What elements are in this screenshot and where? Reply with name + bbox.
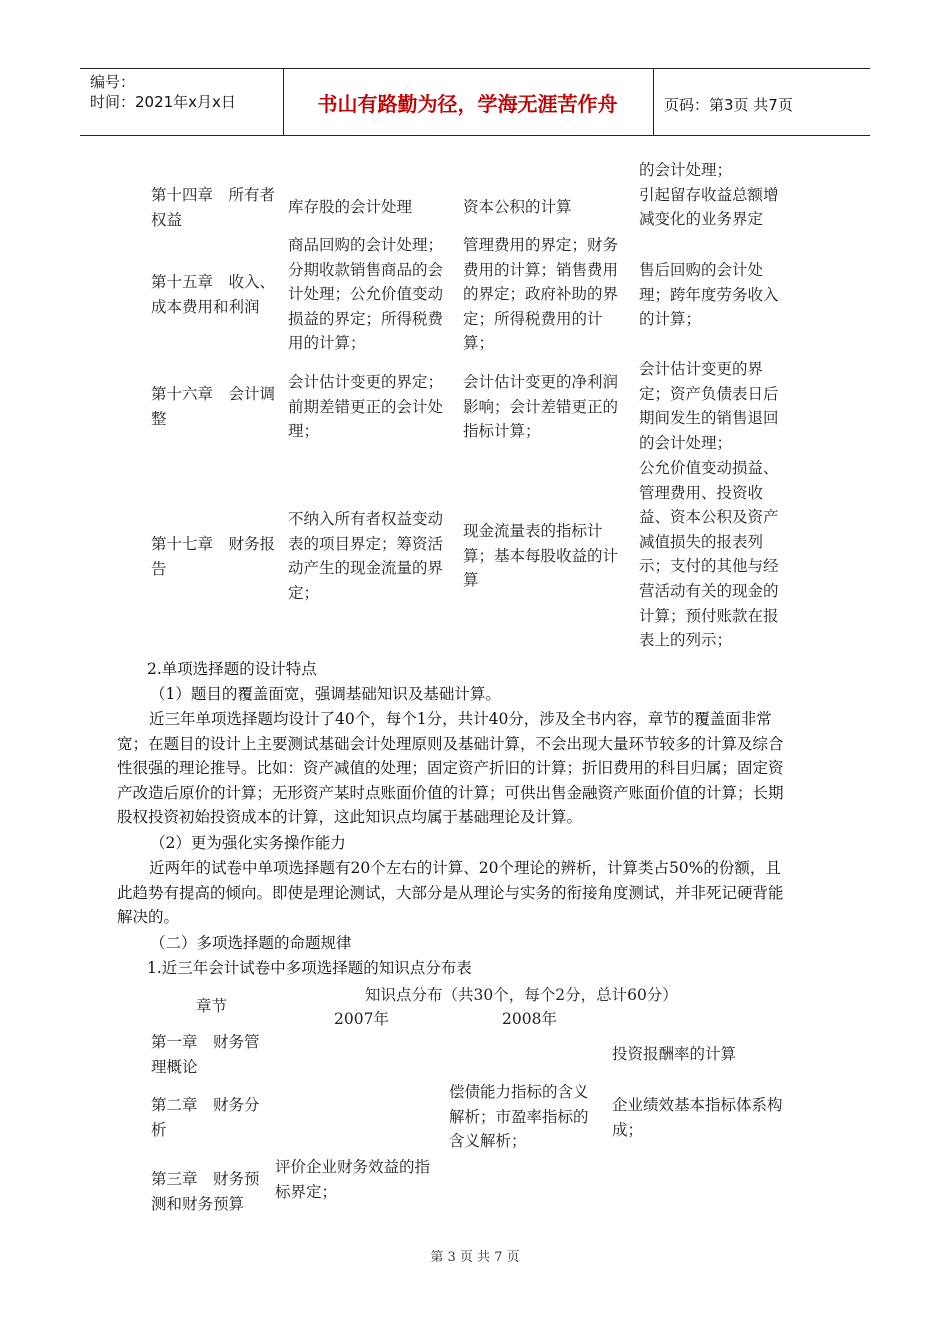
- item-practice-title: （2）更为强化实务操作能力: [150, 834, 346, 852]
- header-number-label: 编号：: [90, 73, 136, 91]
- cell-line: 第十四章 所有者: [151, 186, 276, 204]
- paragraph-line: 性很强的理论推导。比如：资产减值的处理；固定资产折旧的计算；折旧费用的科目归属；固定资: [117, 759, 784, 778]
- cell-line: 第二章 财务分: [151, 1096, 260, 1114]
- cell-line: 第一章 财务管: [151, 1033, 260, 1051]
- table-cell-16-2007: [288, 370, 443, 444]
- cell-line: 表上的列示；: [639, 631, 733, 650]
- table-row-chapter-16: [151, 382, 275, 431]
- cell-line: 的界定；政府补助的界: [463, 285, 619, 304]
- cell-line: 成本费用和利润: [151, 297, 260, 316]
- table-header-2008: 2008年: [502, 1010, 557, 1028]
- cell-line: 用的计算；: [288, 334, 366, 353]
- cell-line: 售后回购的会计处: [639, 261, 764, 279]
- table-header-2007: 2007年: [334, 1010, 389, 1028]
- cell-line: 第三章 财务预: [151, 1170, 260, 1188]
- cell-line: 营活动有关的现金的: [639, 581, 779, 600]
- cell-line: 定；: [288, 583, 320, 602]
- cell-line: 分期收款销售商品的会: [288, 260, 444, 279]
- cell-line: 的会计处理；: [639, 433, 733, 452]
- item-coverage-title: （1）题目的覆盖面宽，强调基础知识及基础计算。: [150, 685, 501, 703]
- cell-line: 不纳入所有者权益变动: [288, 510, 444, 528]
- table-row-chapter-14: [151, 183, 275, 232]
- cell-line: 费用的计算；销售费用: [463, 260, 619, 279]
- cell-line: 测和财务预算: [151, 1194, 245, 1213]
- header-top-rule: [80, 68, 870, 69]
- cell-line: 期间发生的销售退回: [639, 409, 779, 428]
- table-row-chapter-1: [151, 1030, 260, 1079]
- section-heading-multiple-choice: （二）多项选择题的命题规律: [150, 934, 352, 952]
- cell-line: 指标计算；: [463, 422, 541, 441]
- table-row-chapter-17: [151, 532, 275, 581]
- cell-line: 含义解析；: [449, 1132, 527, 1151]
- cell-line: 第十六章 会计调: [151, 385, 276, 403]
- table-header-distribution: 知识点分布（共30个，每个2分，总计60分）: [365, 986, 678, 1004]
- table-cell-14-2008: [463, 195, 572, 220]
- cell-line: 会计估计变更的净利润: [463, 373, 619, 391]
- table-header-chapter: 章节: [196, 997, 228, 1015]
- paragraph-line: 产改造后原价的计算；无形资产某时点账面价值的计算；可供出售金融资产账面价值的计算；长期: [117, 783, 784, 802]
- cell-line: 企业绩效基本指标体系构: [612, 1096, 783, 1114]
- cell-line: 权益: [151, 210, 183, 229]
- cell-line: 算: [463, 571, 479, 590]
- paragraph-line: 近两年的试卷中单项选择题有20个左右的计算、20个理论的辨析，计算类占50%的份额，且: [149, 859, 781, 877]
- cell-line: 资本公积的计算: [463, 198, 572, 216]
- paragraph-line: 宽；在题目的设计上主要测试基础会计处理原则及基础计算，不会出现大量环节较多的计算及综合: [117, 734, 784, 753]
- cell-line: 减变化的业务界定: [639, 210, 764, 229]
- cell-line: 算；: [463, 334, 495, 353]
- paragraph-practice: [117, 856, 784, 930]
- header-divider-right: [653, 68, 654, 135]
- cell-line: 理；: [288, 422, 320, 441]
- subheading-distribution-table: 1.近三年会计试卷中多项选择题的知识点分布表: [147, 959, 472, 977]
- table-cell-14-2007: [288, 195, 412, 220]
- cell-line: 定；资产负债表日后: [639, 384, 779, 403]
- paragraph-line: 近三年单项选择题均设计了40个，每个1分，共计40分，涉及全书内容，章节的覆盖面非常: [149, 710, 772, 728]
- cell-line: 析: [151, 1120, 167, 1139]
- cell-line: 理概论: [151, 1057, 198, 1076]
- cell-line: 第十七章 财务报: [151, 535, 276, 553]
- cell-line: 管理费用、投资收: [639, 483, 764, 502]
- cell-line: 第十五章 收入、: [151, 273, 276, 291]
- table-cell-15-2007: [288, 233, 443, 356]
- cell-line: 商品回购的会计处理；: [288, 236, 444, 254]
- paragraph-coverage: [117, 707, 784, 830]
- cell-line: 表的项目界定；筹资活: [288, 534, 444, 553]
- cell-line: 会计估计变更的界定；: [288, 373, 444, 391]
- header-motto: 书山有路勤为径，学海无涯苦作舟: [317, 92, 618, 116]
- header-divider-left: [283, 68, 284, 135]
- cell-line: 损益的界定；所得税费: [288, 309, 444, 328]
- cell-line: 动产生的现金流量的界: [288, 559, 444, 578]
- table-cell-17-2007: [288, 507, 443, 605]
- cell-line: 定；所得税费用的计: [463, 309, 603, 328]
- cell-line: 现金流量表的指标计: [463, 522, 603, 540]
- table-cell-2-2008: [449, 1080, 589, 1154]
- cell-line: 公允价值变动损益、: [639, 459, 779, 477]
- cell-line: 的会计处理；: [639, 161, 733, 179]
- cell-line: 引起留存收益总额增: [639, 185, 779, 204]
- cell-line: 影响；会计差错更正的: [463, 397, 619, 416]
- table-cell-15-2008: [463, 233, 618, 356]
- cell-line: 计处理；公允价值变动: [288, 285, 444, 304]
- table-cell-17-2009: [639, 456, 779, 653]
- table-cell-15-2009: [639, 258, 779, 332]
- table-cell-2-2009: [612, 1093, 783, 1142]
- paragraph-line: 股权投资初始投资成本的计算，这此知识点均属于基础理论及计算。: [117, 808, 583, 827]
- cell-line: 告: [151, 559, 167, 578]
- table-row-chapter-15: [151, 270, 275, 319]
- cell-line: 示；支付的其他与经: [639, 557, 779, 576]
- table-cell-16-2008: [463, 370, 618, 444]
- cell-line: 管理费用的界定；财务: [463, 236, 619, 254]
- section-heading-single-choice: 2.单项选择题的设计特点: [147, 660, 317, 678]
- cell-line: 的计算；: [639, 310, 702, 329]
- cell-line: 整: [151, 409, 167, 428]
- header-time-label: 时间：2021年x月x日: [90, 93, 236, 111]
- table-row-chapter-2: [151, 1093, 260, 1142]
- cell-line: 标界定；: [275, 1182, 338, 1201]
- cell-line: 理；跨年度劳务收入: [639, 285, 779, 304]
- cell-line: 益、资本公积及资产: [639, 508, 779, 527]
- table-cell-14-2009: [639, 158, 779, 232]
- cell-line: 库存股的会计处理: [288, 198, 413, 216]
- cell-line: 解析；市盈率指标的: [449, 1107, 589, 1126]
- table-row-chapter-3: [151, 1167, 260, 1216]
- table-cell-17-2008: [463, 519, 618, 593]
- cell-line: 偿债能力指标的含义: [449, 1083, 589, 1101]
- cell-line: 前期差错更正的会计处: [288, 397, 444, 416]
- cell-line: 评价企业财务效益的指: [275, 1158, 431, 1176]
- cell-line: 计算；预付账款在报: [639, 606, 779, 625]
- cell-line: 成；: [612, 1120, 644, 1139]
- cell-line: 会计估计变更的界: [639, 360, 764, 378]
- cell-line: 投资报酬率的计算: [612, 1045, 737, 1063]
- page-footer: 第 3 页 共 7 页: [430, 1250, 520, 1265]
- paragraph-line: 此趋势有提高的倾向。即使是理论测试，大部分是从理论与实务的衔接角度测试，并非死记硬背能: [117, 883, 784, 902]
- header-bottom-rule: [80, 135, 870, 136]
- paragraph-line: 解决的。: [117, 908, 180, 927]
- cell-line: 减值损失的报表列: [639, 532, 764, 551]
- header-page-label: 页码：第3页 共7页: [664, 96, 793, 114]
- cell-line: 算；基本每股收益的计: [463, 546, 619, 565]
- table-cell-16-2009: [639, 357, 779, 455]
- table-cell-3-2007: [275, 1155, 430, 1204]
- table-cell-1-2009: [612, 1042, 736, 1067]
